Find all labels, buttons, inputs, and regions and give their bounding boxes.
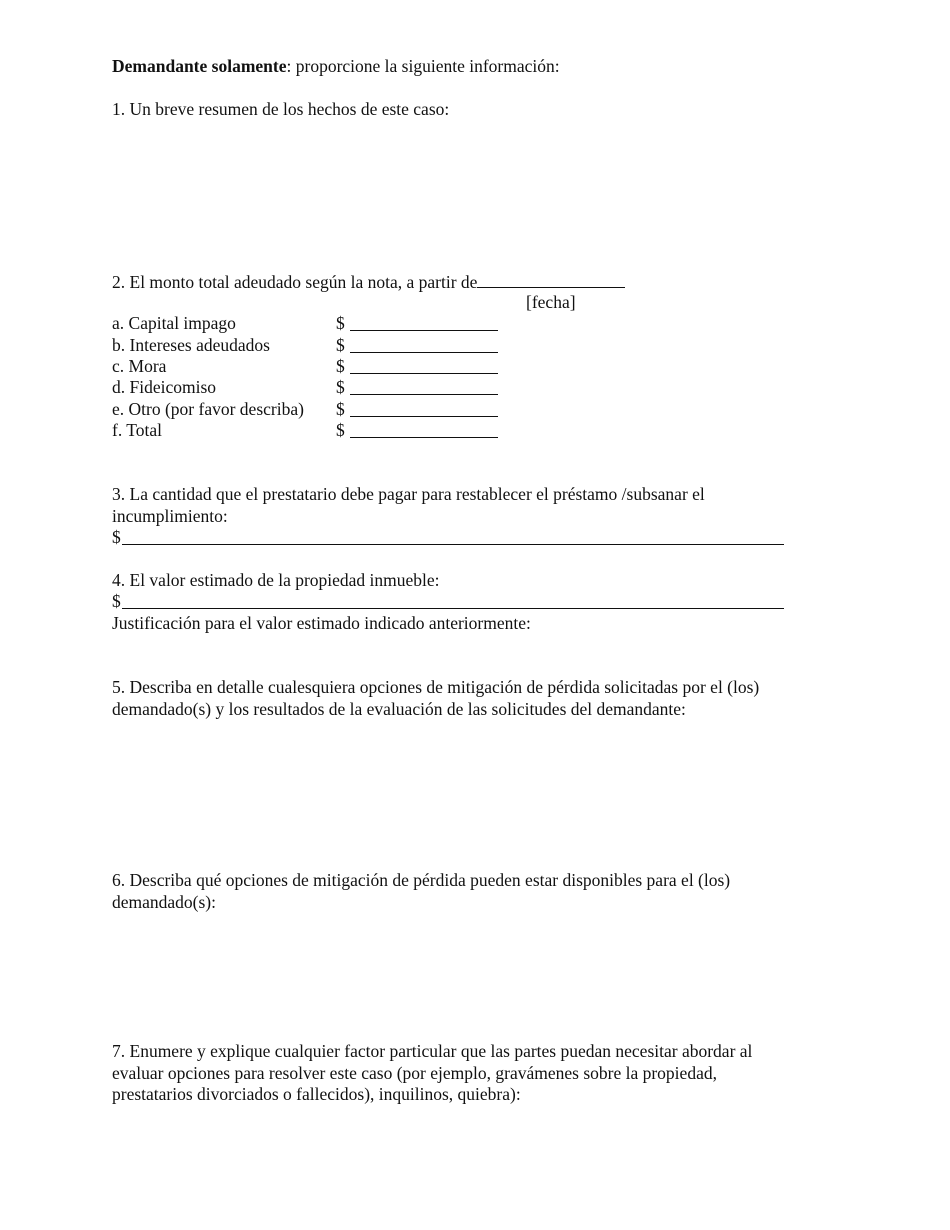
amount-field-interest[interactable] — [350, 335, 498, 353]
amount-field-other[interactable] — [350, 399, 498, 417]
question-7-line3: prestatarios divorciados o fallecidos), inquilinos, quiebra): — [112, 1084, 521, 1104]
amount-field-escrow[interactable] — [350, 377, 498, 395]
currency-symbol: $ — [336, 399, 345, 419]
amount-label: d. Fideicomiso — [112, 377, 217, 397]
amount-label: f. Total — [112, 420, 162, 440]
question-4: 4. El valor estimado de la propiedad inmueble: — [112, 570, 440, 590]
currency-symbol: $ — [336, 377, 345, 397]
intro-rest: : proporcione la siguiente información: — [286, 56, 560, 76]
currency-symbol: $ — [336, 420, 345, 440]
reinstatement-amount — [112, 527, 784, 549]
currency-symbol: $ — [112, 591, 121, 611]
intro-line — [112, 56, 560, 78]
amount-row-other — [112, 399, 512, 421]
amount-label: b. Intereses adeudados — [112, 335, 270, 355]
justification-label: Justificación para el valor estimado indicado anteriormente: — [112, 613, 531, 633]
question-3-line2: incumplimiento: — [112, 506, 228, 526]
question-6-line2: demandado(s): — [112, 892, 216, 912]
currency-symbol: $ — [336, 335, 345, 355]
amount-row-late — [112, 356, 512, 378]
property-value-field[interactable] — [122, 591, 784, 609]
question-1: 1. Un breve resumen de los hechos de este caso: — [112, 99, 450, 119]
date-label: [fecha] — [526, 292, 576, 312]
question-3-line1: 3. La cantidad que el prestatario debe pagar para restablecer el préstamo /subsanar el — [112, 484, 705, 504]
amount-field-capital[interactable] — [350, 313, 498, 331]
intro-bold: Demandante solamente — [112, 56, 287, 76]
amount-row-total — [112, 420, 512, 442]
question-7-line2: evaluar opciones para resolver este caso (por ejemplo, gravámenes sobre la propiedad, — [112, 1063, 717, 1083]
question-5-line2: demandado(s) y los resultados de la evaluación de las solicitudes del demandante: — [112, 699, 686, 719]
amount-row-capital — [112, 313, 512, 335]
amount-field-total[interactable] — [350, 420, 498, 438]
reinstatement-amount-field[interactable] — [122, 527, 784, 545]
question-6-line1: 6. Describa qué opciones de mitigación de pérdida pueden estar disponibles para el (los) — [112, 870, 731, 890]
amount-row-escrow — [112, 377, 512, 399]
property-value — [112, 591, 784, 613]
amount-row-interest — [112, 335, 512, 357]
currency-symbol: $ — [336, 356, 345, 376]
amount-label: a. Capital impago — [112, 313, 236, 333]
question-5-line1: 5. Describa en detalle cualesquiera opciones de mitigación de pérdida solicitadas por el (los) — [112, 677, 760, 697]
question-7-line1: 7. Enumere y explique cualquier factor particular que las partes puedan necesitar abordar al — [112, 1041, 753, 1061]
amount-field-late[interactable] — [350, 356, 498, 374]
currency-symbol: $ — [336, 313, 345, 333]
question-2-text: 2. El monto total adeudado según la nota, a partir de — [112, 272, 478, 292]
currency-symbol: $ — [112, 527, 121, 547]
amount-label: e. Otro (por favor describa) — [112, 399, 304, 419]
amount-label: c. Mora — [112, 356, 167, 376]
question-2 — [112, 270, 625, 294]
date-field[interactable] — [477, 270, 625, 288]
